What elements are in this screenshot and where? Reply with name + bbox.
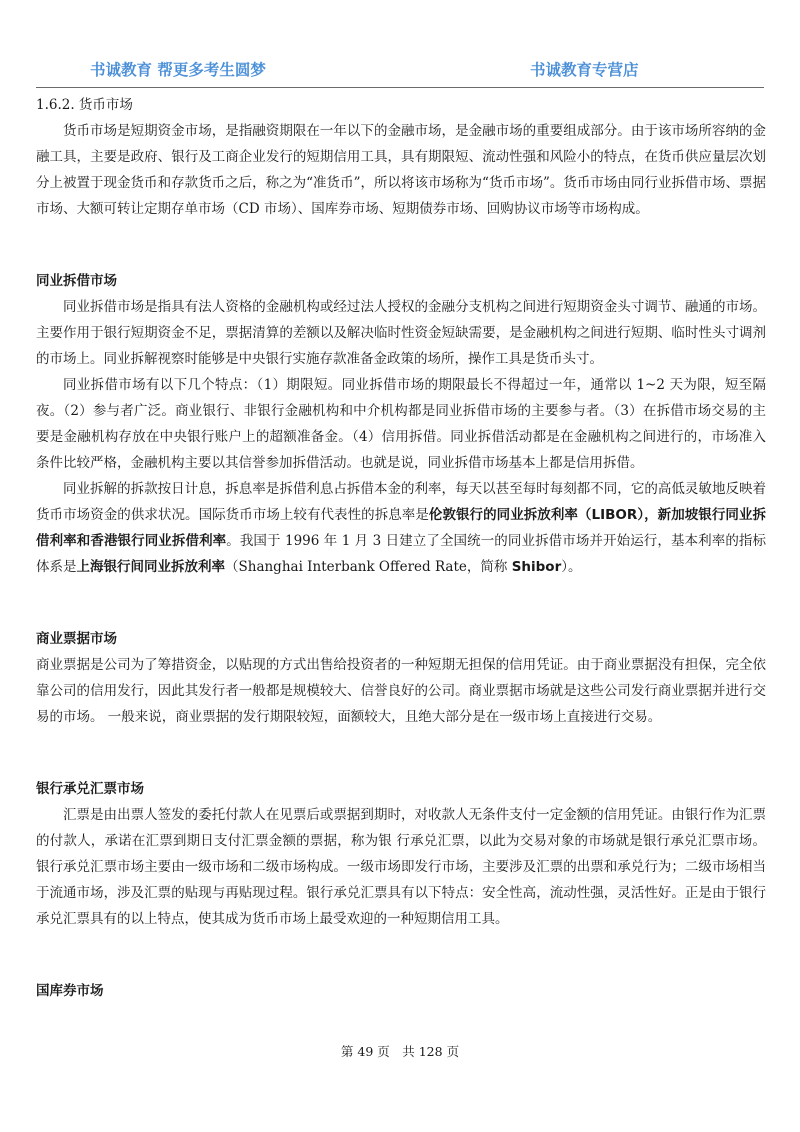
bankers-acceptance-paragraph: 汇票是由出票人签发的委托付款人在见票后或票据到期时，对收款人无条件支付一定金额的信用凭证。由银行作为汇票的付款人，承诺在汇票到期日支付汇票金额的票据，称为银 行承兑汇票，以此为交易对象的市场就是银行承兑汇票市场。 银行承兑汇票市场主要由一级市场和二级市场构成。一级市场即发行市场，主要涉及汇票的出票和承兑行为；二级市场相当于流通市场，涉及汇票的贴现与再贴现过程。银行承兑汇票具有以下特点：安全性高，流动性强，灵活性好。正是由于银行承兑汇票具有的以上特点，使其成为货币市场上最受欢迎的一种短期信用工具。	[36, 807, 766, 927]
text-run: （Shanghai Interbank Offered Rate，简称	[225, 559, 512, 575]
commercial-paper-paragraph: 商业票据是公司为了筹措资金，以贴现的方式出售给投资者的一种短期无担保的信用凭证。由于商业票据没有担保，完全依靠公司的信用发行，因此其发行者一般都是规模较大、信誉良好的公司。商业票据市场就是这些公司发行商业票据并进行交易的市场。 一般来说，商业票据的发行期限较短，面额较大，且绝大部分是在一级市场上直接进行交易。	[36, 657, 766, 725]
text-run: ）。	[561, 559, 582, 575]
intro-paragraph: 货币市场是短期资金市场，是指融资期限在一年以下的金融市场，是金融市场的重要组成部分。由于该市场所容纳的金融工具，主要是政府、银行及工商企业发行的短期信用工具，具有期限短、流动性强和风险小的特点，在货币供应量层次划分上被置于现金货币和存款货币之后，称之为“准货币”，所以将该市场称为“货币市场”。货币市场由同行业拆借市场、票据市场、大额可转让定期存单市场（CD 市场）、国库券市场、短期债券市场、回购协议市场等市场构成。	[36, 123, 766, 217]
header-divider	[36, 87, 764, 88]
interbank-paragraph-1: 同业拆借市场是指具有法人资格的金融机构或经过法人授权的金融分支机构之间进行短期资金头寸调节、融通的市场。 主要作用于银行短期资金不足，票据清算的差额以及解决临时性资金短缺需要，是金融机构之间进行短期、临时性头寸调剂的市场上。同业拆解视察时能够是中央银行实施存款准备金政策的场所，操作工具是货币头寸。	[36, 299, 766, 367]
emphasis-shibor: Shibor	[511, 559, 562, 575]
header-slogan: 书诚教育 帮更多考生圆梦	[90, 61, 266, 79]
heading-commercial-paper: 商业票据市场	[36, 631, 117, 647]
interbank-paragraph-2: 同业拆借市场有以下几个特点：（1）期限短。同业拆借市场的期限最长不得超过一年，通常以 1~2 天为限，短至隔夜。（2）参与者广泛。商业银行、非银行金融机构和中介机构都是同业拆借市场的主要参与者。（3）在拆借市场交易的主要是金融机构存放在中央银行账户上的超额准备金。（4）信用拆借。同业拆借活动都是在金融机构之间进行的，市场准入条件比较严格，金融机构主要以其信誉参加拆借活动。也就是说，同业拆借市场基本上都是信用拆借。	[36, 377, 766, 471]
text-run: 同业拆解的拆款按日计息，拆息率是拆借利息占拆借本金的利率，每天以甚至每时每刻都不同，它的高低灵敏地反映着货币市场资金的供求状况。国际货币市场上较有代表性的拆息率是	[36, 481, 766, 523]
document-body	[36, 92, 766, 1004]
emphasis-libor: 伦敦银行的同业拆放利率（LIBOR），新加坡银行同业拆借利率和香港银行同业拆借利率	[36, 507, 767, 549]
page-footer: 第 49 页 共 128 页	[340, 1044, 460, 1059]
interbank-paragraph-3	[36, 476, 766, 580]
header-store-name: 书诚教育专营店	[530, 61, 639, 79]
page-header	[0, 56, 800, 86]
heading-bankers-acceptance: 银行承兑汇票市场	[36, 781, 144, 797]
emphasis-shibor-name: 上海银行间同业拆放利率	[76, 559, 225, 575]
text-run: 。我国于 1996 年 1 月 3 日建立了全国统一的同业拆借市场并开始运行，基本利率的指标体系是	[36, 533, 767, 575]
heading-interbank-market: 同业拆借市场	[36, 273, 117, 289]
section-number: 1.6.2. 货币市场	[36, 97, 133, 113]
heading-treasury-bills: 国库券市场	[36, 983, 104, 999]
